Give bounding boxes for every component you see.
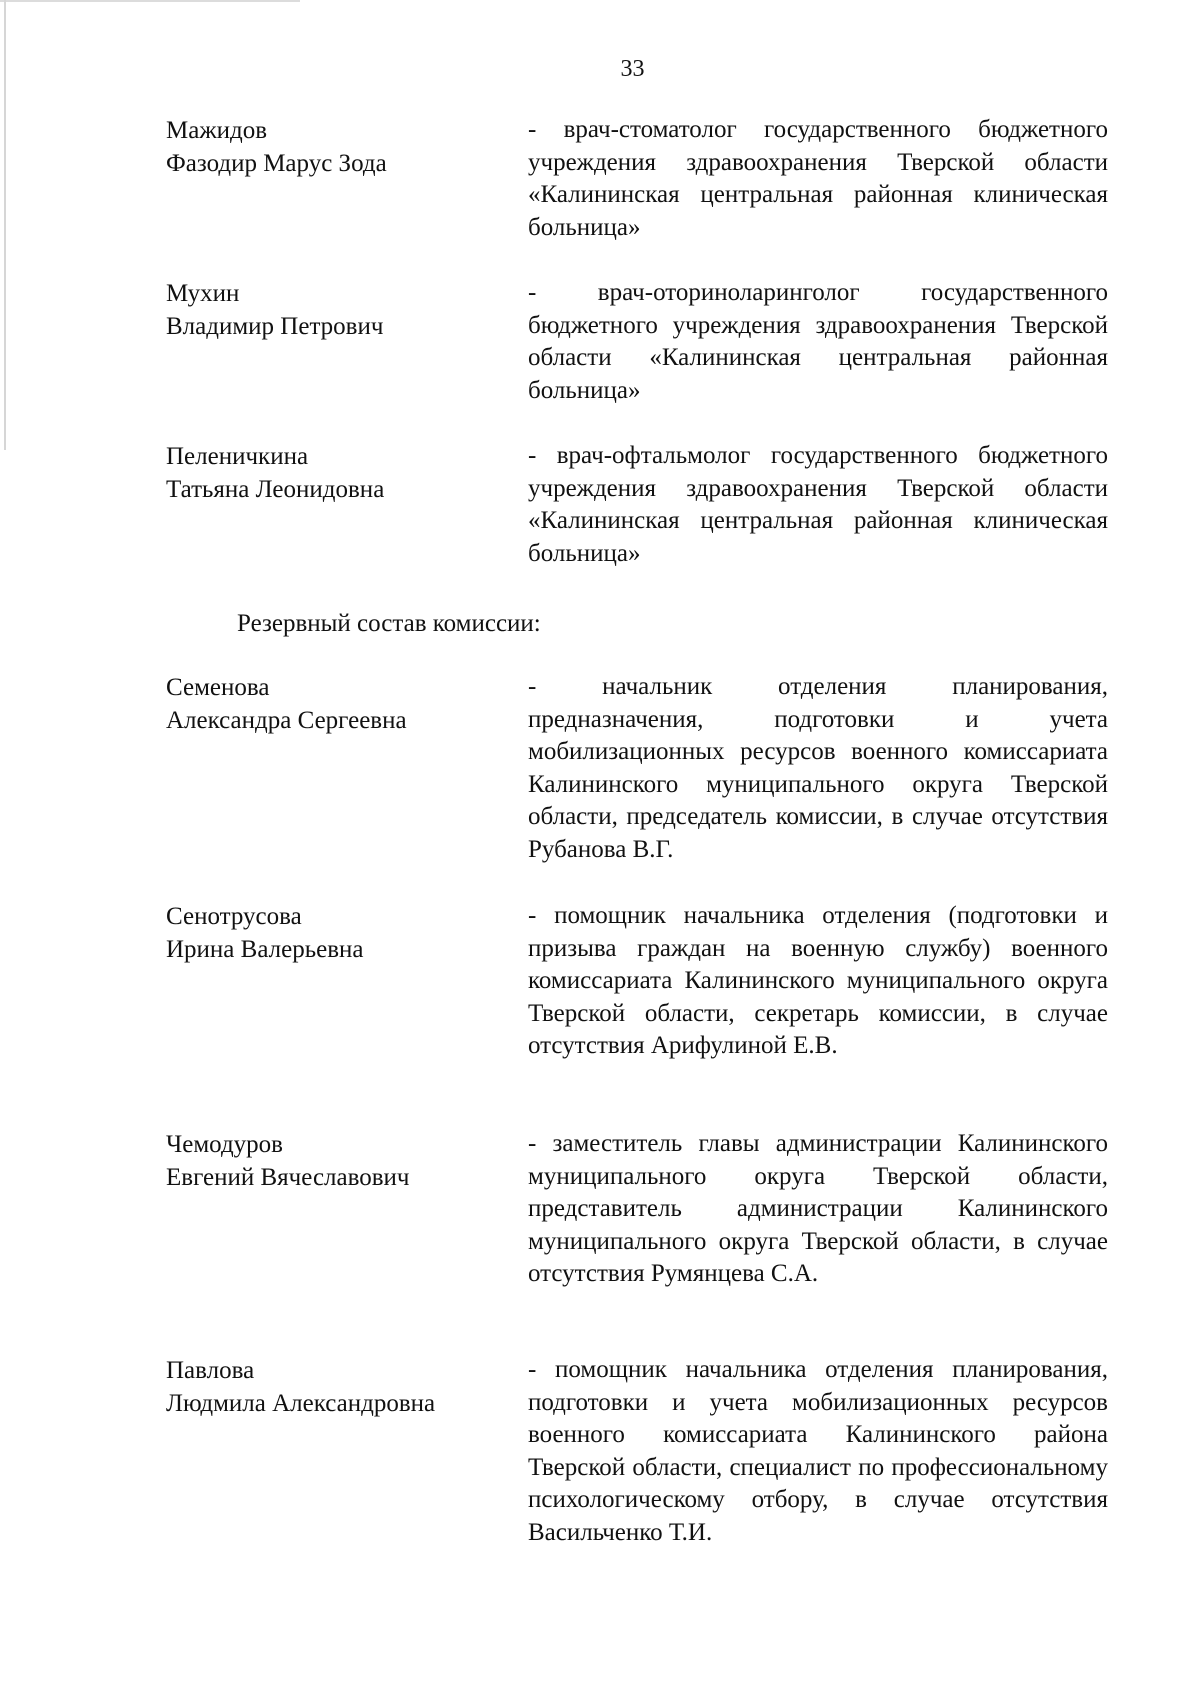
member-description: - помощник начальника отделения планирования, подготовки и учета мобилизационных ресурсов военного комиссариата Калининского района Тверской области, специалист по профессиональному психологическому отбору, в случае отсутствия Васильченко Т.И.	[528, 1356, 1108, 1546]
member-name	[166, 671, 496, 737]
member-name	[166, 1354, 496, 1420]
member-given-name: Людмила Александровна	[166, 1390, 436, 1417]
member-description: - помощник начальника отделения (подготовки и призыва граждан на военную службу) военного комиссариата Калининского муниципального округа Тверской области, секретарь комиссии, в случае отсутствия Арифулиной Е.В.	[528, 902, 1108, 1060]
scan-edge-top	[0, 0, 300, 2]
reserve-heading: Резервный состав комиссии:	[237, 610, 541, 637]
member-given-name: Татьяна Леонидовна	[166, 476, 385, 503]
member-description: - начальник отделения планирования, предназначения, подготовки и учета мобилизационных ресурсов военного комиссариата Калининского муниципального округа Тверской области, председатель комиссии, в случае отсутствия Рубанова В.Г.	[528, 673, 1108, 863]
member-given-name: Владимир Петрович	[166, 313, 384, 340]
member-name	[166, 277, 496, 343]
member-surname: Чемодуров	[166, 1131, 283, 1158]
member-description: - врач-стоматолог государственного бюджетного учреждения здравоохранения Тверской области «Калининская центральная районная клиническая больница»	[528, 116, 1108, 241]
member-surname: Мажидов	[166, 117, 268, 144]
member-name	[166, 114, 496, 180]
member-given-name: Александра Сергеевна	[166, 707, 407, 734]
member-name	[166, 900, 496, 966]
member-surname: Пеленичкина	[166, 443, 309, 470]
member-name	[166, 440, 496, 506]
member-description: - заместитель главы администрации Калининского муниципального округа Тверской области, представитель администрации Калининского муниципального округа Тверской области, в случае отсутствия Румянцева С.А.	[528, 1130, 1108, 1288]
member-surname: Павлова	[166, 1357, 255, 1384]
member-given-name: Ирина Валерьевна	[166, 936, 364, 963]
member-name	[166, 1128, 496, 1194]
member-surname: Семенова	[166, 674, 270, 701]
member-description: - врач-офтальмолог государственного бюджетного учреждения здравоохранения Тверской области «Калининская центральная районная клиническая больница»	[528, 442, 1108, 567]
member-description: - врач-оториноларинголог государственного бюджетного учреждения здравоохранения Тверской области «Калининская центральная районная больница»	[528, 279, 1108, 404]
member-surname: Мухин	[166, 280, 240, 307]
page-number: 33	[620, 56, 645, 82]
member-given-name: Фазодир Марус Зода	[166, 150, 387, 177]
member-surname: Сенотрусова	[166, 903, 302, 930]
member-given-name: Евгений Вячеславович	[166, 1164, 410, 1191]
